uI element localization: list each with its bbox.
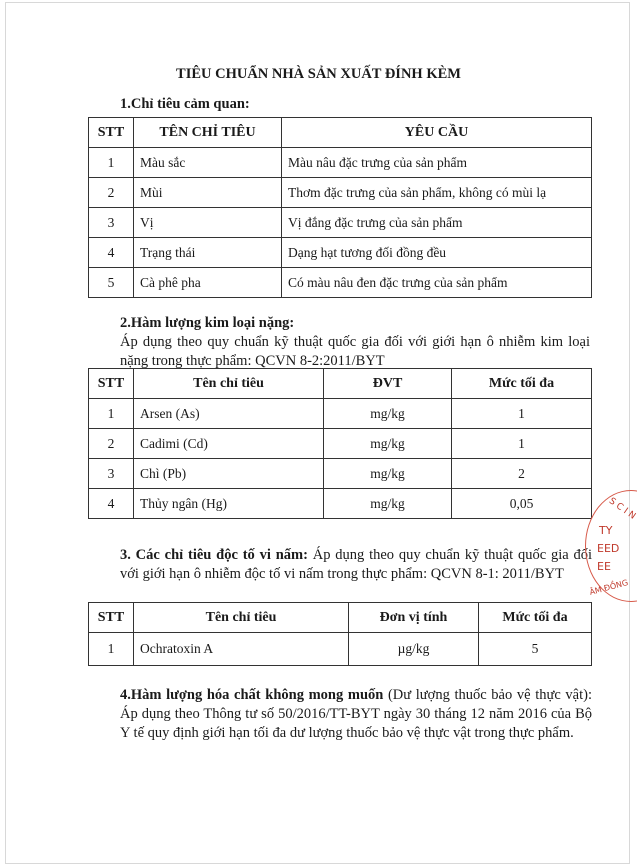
cell: 1	[452, 399, 592, 429]
cell: Vị	[134, 208, 282, 238]
column-header: TÊN CHỈ TIÊU	[134, 118, 282, 148]
cell: Arsen (As)	[134, 399, 324, 429]
cell: Mùi	[134, 178, 282, 208]
section1-heading: 1.Chỉ tiêu cảm quan:	[120, 96, 250, 112]
cell: mg/kg	[324, 429, 452, 459]
cell: 1	[89, 399, 134, 429]
cell: Dạng hạt tương đối đồng đều	[282, 238, 592, 268]
column-header: STT	[89, 603, 134, 633]
cell: Vị đắng đặc trưng của sản phẩm	[282, 208, 592, 238]
cell: Cadimi (Cd)	[134, 429, 324, 459]
table-row	[89, 399, 592, 429]
column-header: Đơn vị tính	[349, 603, 479, 633]
column-header: Tên chỉ tiêu	[134, 369, 324, 399]
stamp-text: EED	[597, 542, 620, 555]
table-row	[89, 268, 592, 298]
cell: Ochratoxin A	[134, 633, 349, 666]
stamp-text: ÂM ĐỒNG	[588, 578, 630, 597]
column-header: STT	[89, 369, 134, 399]
cell: Chì (Pb)	[134, 459, 324, 489]
cell: mg/kg	[324, 459, 452, 489]
cell: 1	[89, 633, 134, 666]
table-row	[89, 429, 592, 459]
cell: 4	[89, 489, 134, 519]
stamp-text: EE	[597, 560, 611, 573]
column-header: Mức tối đa	[479, 603, 592, 633]
table-row	[89, 148, 592, 178]
cell: 5	[89, 268, 134, 298]
table-header-row	[89, 603, 592, 633]
cell: Trạng thái	[134, 238, 282, 268]
section4-paragraph	[120, 686, 592, 743]
section4-heading: 4.Hàm lượng hóa chất không mong muốn	[120, 687, 384, 703]
section2-text: Áp dụng theo quy chuẩn kỹ thuật quốc gia đối với giới hạn ô nhiễm kim loại nặng trong thực phẩm: QCVN 8-2:2011/BYT	[120, 334, 590, 369]
cell: 5	[479, 633, 592, 666]
cell: 2	[89, 429, 134, 459]
column-header: Mức tối đa	[452, 369, 592, 399]
column-header: YÊU CẦU	[282, 118, 592, 148]
cell: Màu sắc	[134, 148, 282, 178]
table-row	[89, 178, 592, 208]
company-stamp	[585, 490, 637, 610]
stamp-text: S C I N	[606, 496, 637, 522]
column-header: Tên chỉ tiêu	[134, 603, 349, 633]
cell: 1	[89, 148, 134, 178]
mycotoxin-table	[88, 602, 592, 666]
cell: Thơm đặc trưng của sản phẩm, không có mùi lạ	[282, 178, 592, 208]
column-header: ĐVT	[324, 369, 452, 399]
cell: 0,05	[452, 489, 592, 519]
table-header-row	[89, 369, 592, 399]
heavy-metal-table	[88, 368, 592, 519]
document-title: TIÊU CHUẨN NHÀ SẢN XUẤT ĐÍNH KÈM	[176, 66, 461, 82]
table-header-row	[89, 118, 592, 148]
sensory-table	[88, 117, 592, 298]
table-row	[89, 489, 592, 519]
cell: 2	[452, 459, 592, 489]
cell: mg/kg	[324, 399, 452, 429]
section3-text: Áp dụng theo quy chuẩn kỹ thuật quốc gia đối với giới hạn ô nhiễm độc tố vi nấm trong thực phẩm: QCVN 8-1: 2011/BYT	[120, 547, 592, 582]
section3-paragraph	[120, 546, 592, 584]
table-row	[89, 633, 592, 666]
cell: 2	[89, 178, 134, 208]
table-row	[89, 208, 592, 238]
table-row	[89, 238, 592, 268]
table-row	[89, 459, 592, 489]
cell: µg/kg	[349, 633, 479, 666]
cell: 1	[452, 429, 592, 459]
cell: Cà phê pha	[134, 268, 282, 298]
section3-heading: 3. Các chỉ tiêu độc tố vi nấm:	[120, 547, 308, 563]
cell: 4	[89, 238, 134, 268]
cell: 3	[89, 459, 134, 489]
column-header: STT	[89, 118, 134, 148]
cell: Có màu nâu đen đặc trưng của sản phẩm	[282, 268, 592, 298]
section2-heading: 2.Hàm lượng kim loại nặng:	[120, 315, 295, 331]
stamp-text: TY	[599, 524, 613, 537]
cell: Thủy ngân (Hg)	[134, 489, 324, 519]
cell: 3	[89, 208, 134, 238]
section4-text: (Dư lượng thuốc bảo vệ thực vật): Áp dụng theo Thông tư số 50/2016/TT-BYT ngày 30 tháng 12 năm 2016 của Bộ Y tế quy định giới hạn tối đa dư lượng thuốc bảo vệ thực vật trong thực phẩm.	[120, 687, 592, 741]
cell: Màu nâu đặc trưng của sản phẩm	[282, 148, 592, 178]
cell: mg/kg	[324, 489, 452, 519]
